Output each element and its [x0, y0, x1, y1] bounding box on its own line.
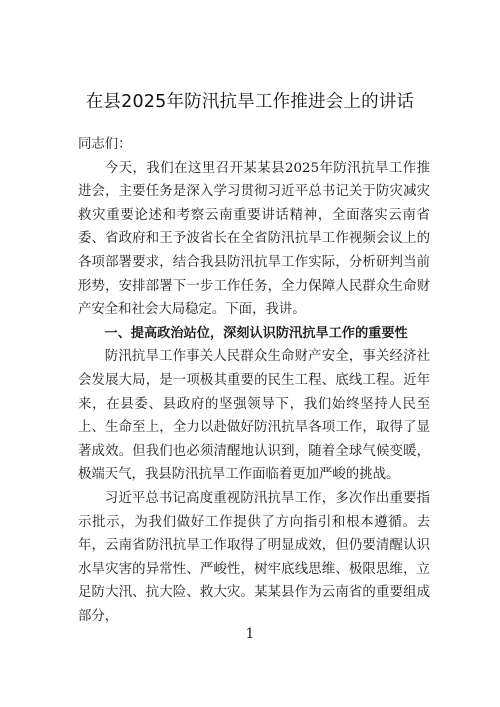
document-body [78, 133, 430, 628]
section-heading: 一、提高政治站位，深刻认识防汛抗旱工作的重要性 [104, 325, 408, 341]
opening-paragraph: 今天，我们在这里召开某某县2025年防汛抗旱工作推进会，主要任务是深入学习贯彻习近平总书记关于防灾减灾救灾重要论述和考察云南重要讲话精神，全面落实云南省委、省政府和王予波省长在全省防汛抗旱工作视频会议上的各项部署要求，结合我县防汛抗旱工作实际，分析研判当前形势，安排部署下一步工作任务，全力保障人民群众生命财产安全和社会大局稳定。下面，我讲。 [78, 160, 430, 318]
salutation: 同志们： [78, 137, 132, 152]
document-title: 在县2025年防汛抗旱工作推进会上的讲话 [85, 92, 415, 112]
page-number: 1 [245, 626, 255, 642]
section-paragraph: 习近平总书记高度重视防汛抗旱工作，多次作出重要指示批示，为我们做好工作提供了方向指引和根本遵循。去年，云南省防汛抗旱工作取得了明显成效，但仍要清醒认识水旱灾害的异常性、严峻性，树牢底线思维、极限思维，立足防大汛、抗大险、救大灾。某某县作为云南省的重要组成部分， [78, 490, 430, 624]
section-paragraph: 防汛抗旱工作事关人民群众生命财产安全，事关经济社会发展大局，是一项极其重要的民生工程、底线工程。近年来，在县委、县政府的坚强领导下，我们始终坚持人民至上、生命至上，全力以赴做好防汛抗旱各项工作，取得了显著成效。但我们也必须清醒地认识到，随着全球气候变暖，极端天气，我县防汛抗旱工作面临着更加严峻的挑战。 [78, 349, 430, 483]
